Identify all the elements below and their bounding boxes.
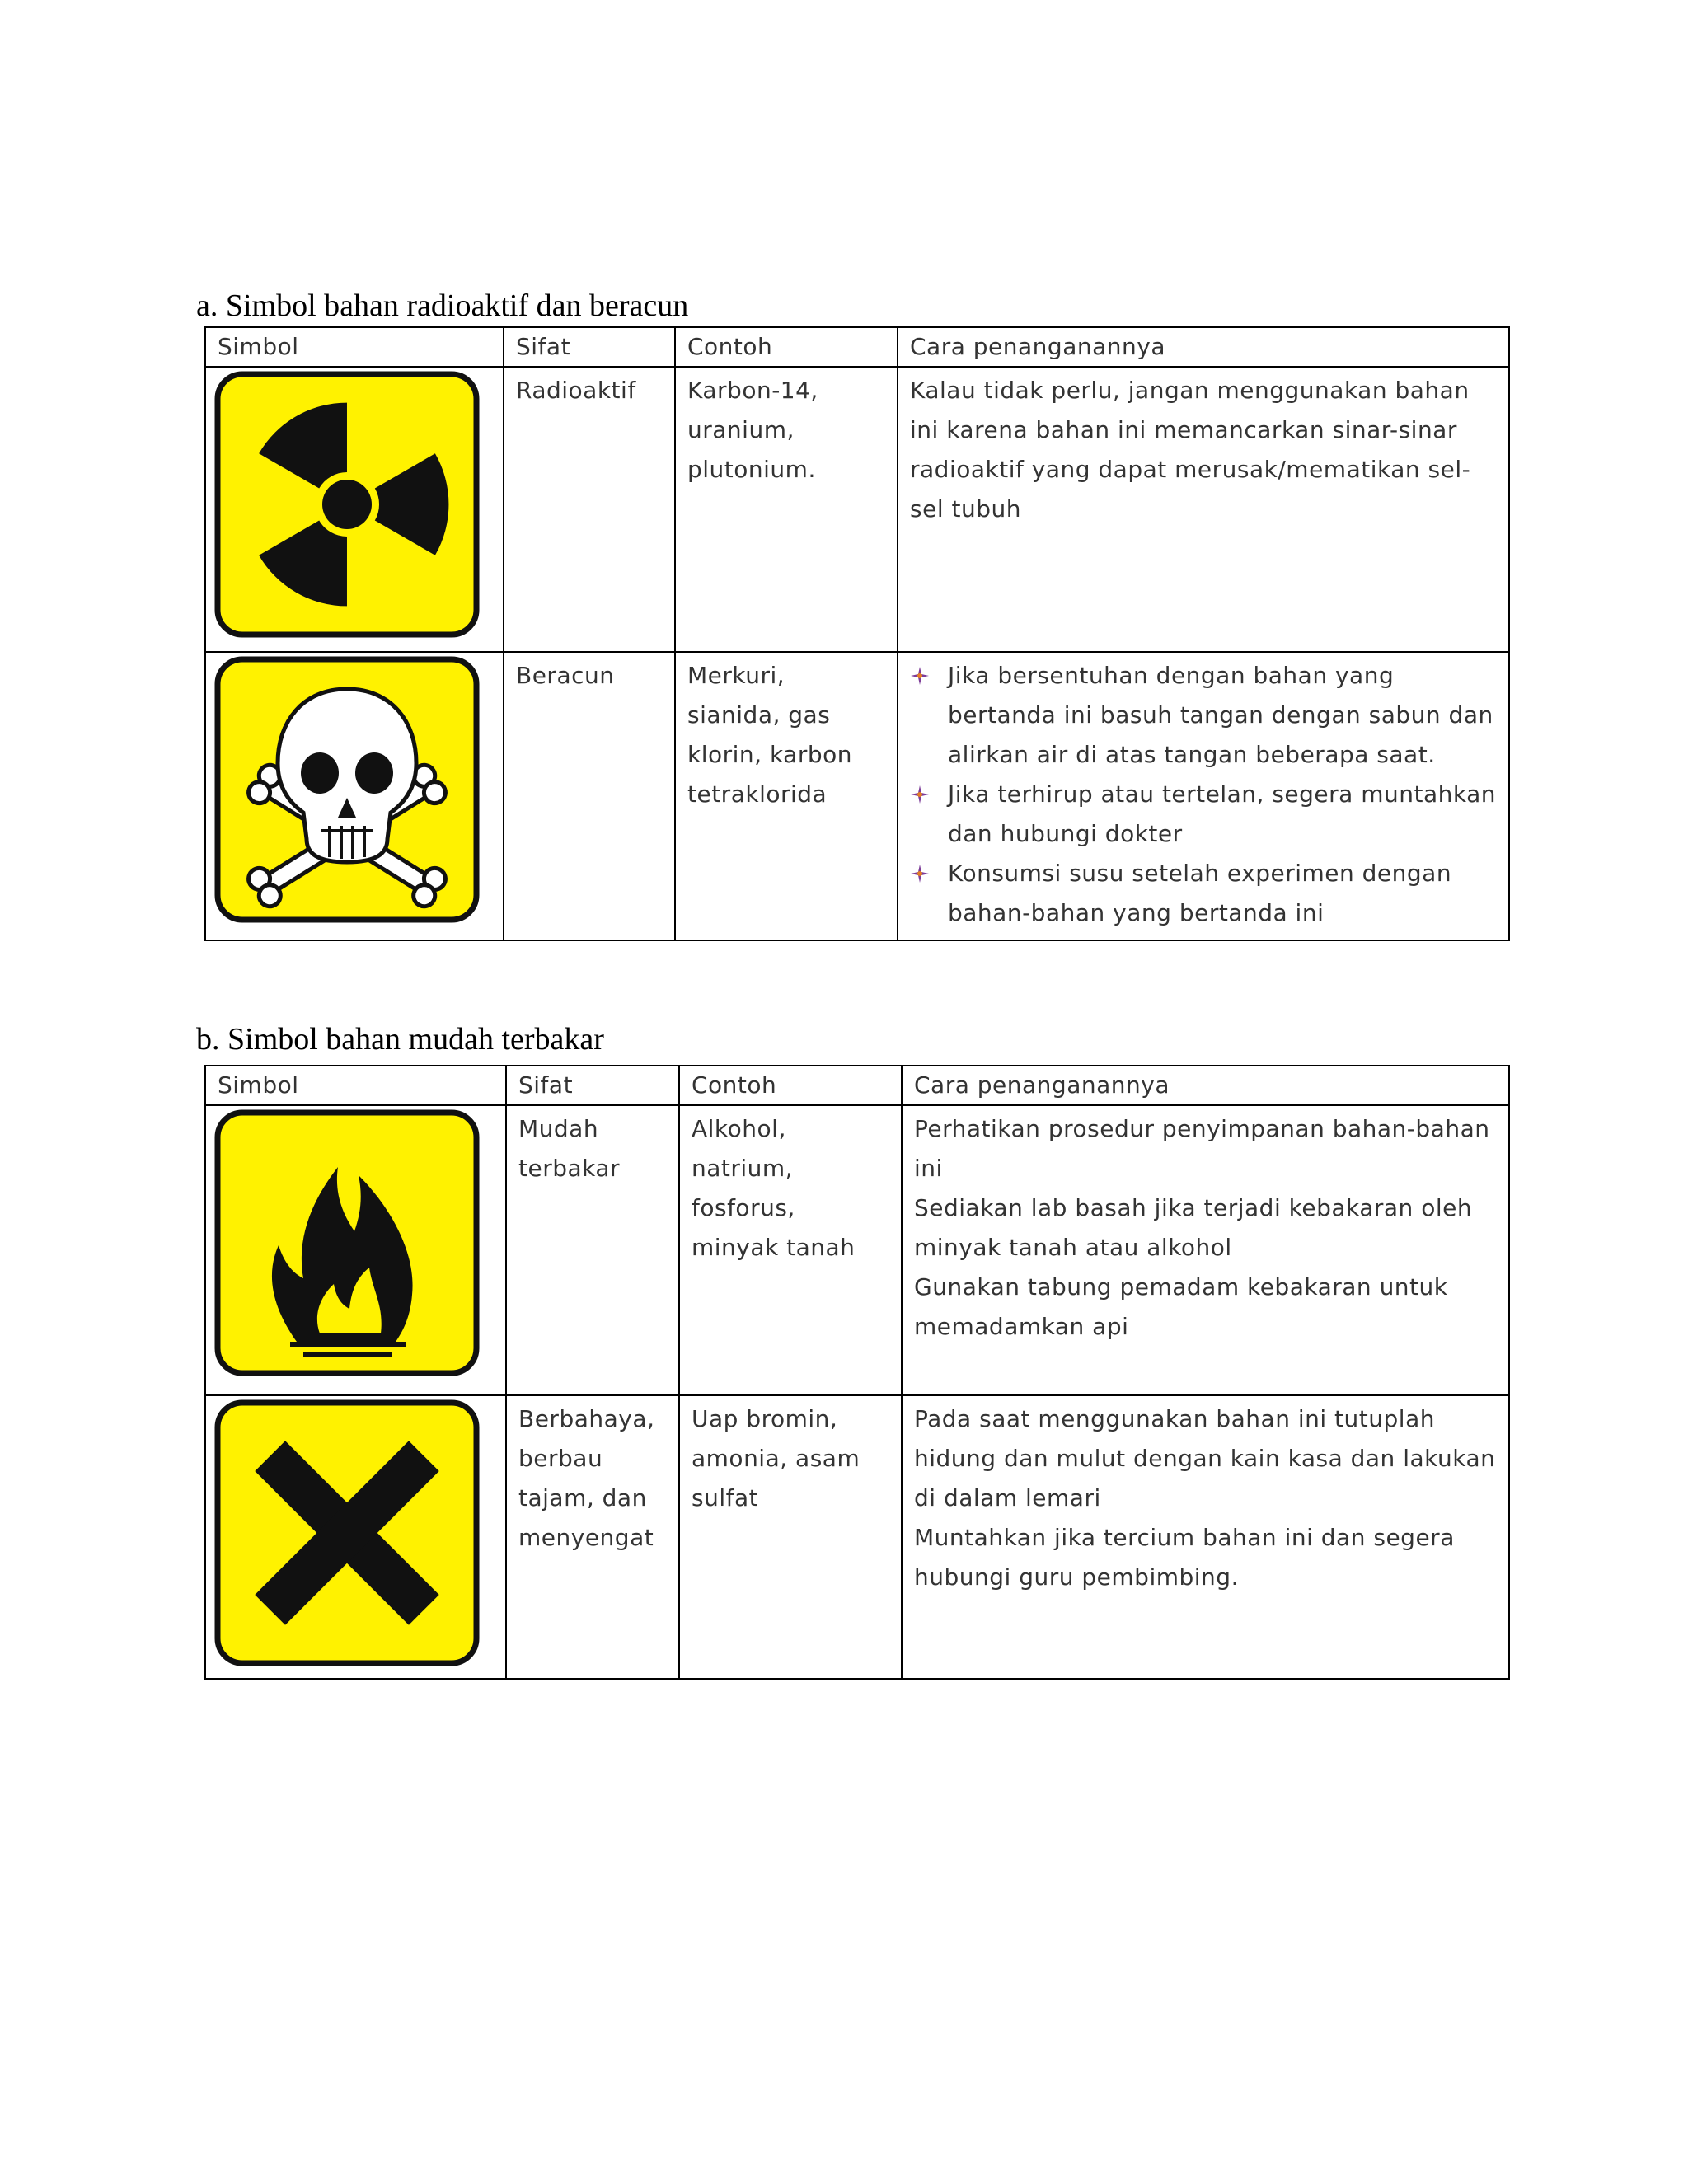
handling-line: Sediakan lab basah jika terjadi kebakaran oleh minyak tanah atau alkohol <box>914 1194 1473 1261</box>
header-simbol: Simbol <box>205 1066 506 1105</box>
list-item-text: Jika bersentuhan dengan bahan yang bertanda ini basuh tangan dengan sabun dan alirkan air di atas tangan beberapa saat. <box>948 662 1493 768</box>
cara-cell <box>902 1105 1509 1395</box>
list-item <box>910 854 1497 933</box>
symbol-cell <box>205 367 504 652</box>
radioactive-icon <box>214 371 480 638</box>
radioactive-toxic-table <box>204 326 1510 941</box>
header-sifat: Sifat <box>504 327 675 367</box>
table-row <box>205 1105 1509 1395</box>
handling-line: Gunakan tabung pemadam kebakaran untuk memadamkan api <box>914 1273 1448 1340</box>
sifat-cell: Berbahaya, berbau tajam, dan menyengat <box>506 1395 679 1679</box>
section-a-title: a. Simbol bahan radioaktif dan beracun <box>196 288 689 323</box>
list-item-text: Konsumsi susu setelah experimen dengan bahan-bahan yang bertanda ini <box>948 860 1452 926</box>
list-item <box>910 775 1497 854</box>
list-item <box>910 656 1497 775</box>
skull-crossbones-icon <box>214 656 480 923</box>
symbol-cell <box>205 1395 506 1679</box>
table-row <box>205 652 1509 940</box>
x-cross-icon <box>214 1399 480 1666</box>
contoh-cell: Karbon-14, uranium, plutonium. <box>675 367 898 652</box>
symbol-cell <box>205 652 504 940</box>
table-row <box>205 367 1509 652</box>
contoh-cell: Alkohol, natrium, fosforus, minyak tanah <box>679 1105 902 1395</box>
cara-cell <box>902 1395 1509 1679</box>
header-cara: Cara penanganannya <box>898 327 1509 367</box>
contoh-cell: Uap bromin, amonia, asam sulfat <box>679 1395 902 1679</box>
table-header-row <box>205 1066 1509 1105</box>
section-b-title: b. Simbol bahan mudah terbakar <box>196 1022 604 1057</box>
handling-line: Muntahkan jika tercium bahan ini dan segera hubungi guru pembimbing. <box>914 1524 1455 1591</box>
star-bullet-icon <box>910 666 930 686</box>
handling-line: Pada saat menggunakan bahan ini tutuplah hidung dan mulut dengan kain kasa dan lakukan di dalam lemari <box>914 1405 1496 1511</box>
star-bullet-icon <box>910 864 930 883</box>
sifat-cell: Mudah terbakar <box>506 1105 679 1395</box>
list-item-text: Jika terhirup atau tertelan, segera muntahkan dan hubungi dokter <box>948 780 1497 847</box>
header-contoh: Contoh <box>679 1066 902 1105</box>
sifat-cell: Radioaktif <box>504 367 675 652</box>
header-sifat: Sifat <box>506 1066 679 1105</box>
cara-cell <box>898 652 1509 940</box>
header-cara: Cara penanganannya <box>902 1066 1509 1105</box>
symbol-cell <box>205 1105 506 1395</box>
table-header-row <box>205 327 1509 367</box>
header-contoh: Contoh <box>675 327 898 367</box>
handling-list <box>910 656 1497 933</box>
flame-icon <box>214 1109 480 1376</box>
table-row <box>205 1395 1509 1679</box>
handling-line: Perhatikan prosedur penyimpanan bahan-bahan ini <box>914 1115 1490 1182</box>
star-bullet-icon <box>910 785 930 804</box>
cara-cell: Kalau tidak perlu, jangan menggunakan bahan ini karena bahan ini memancarkan sinar-sinar radioaktif yang dapat merusak/mematikan sel-sel tubuh <box>898 367 1509 652</box>
contoh-cell: Merkuri, sianida, gas klorin, karbon tetraklorida <box>675 652 898 940</box>
sifat-cell: Beracun <box>504 652 675 940</box>
flammable-table <box>204 1065 1510 1680</box>
header-simbol: Simbol <box>205 327 504 367</box>
